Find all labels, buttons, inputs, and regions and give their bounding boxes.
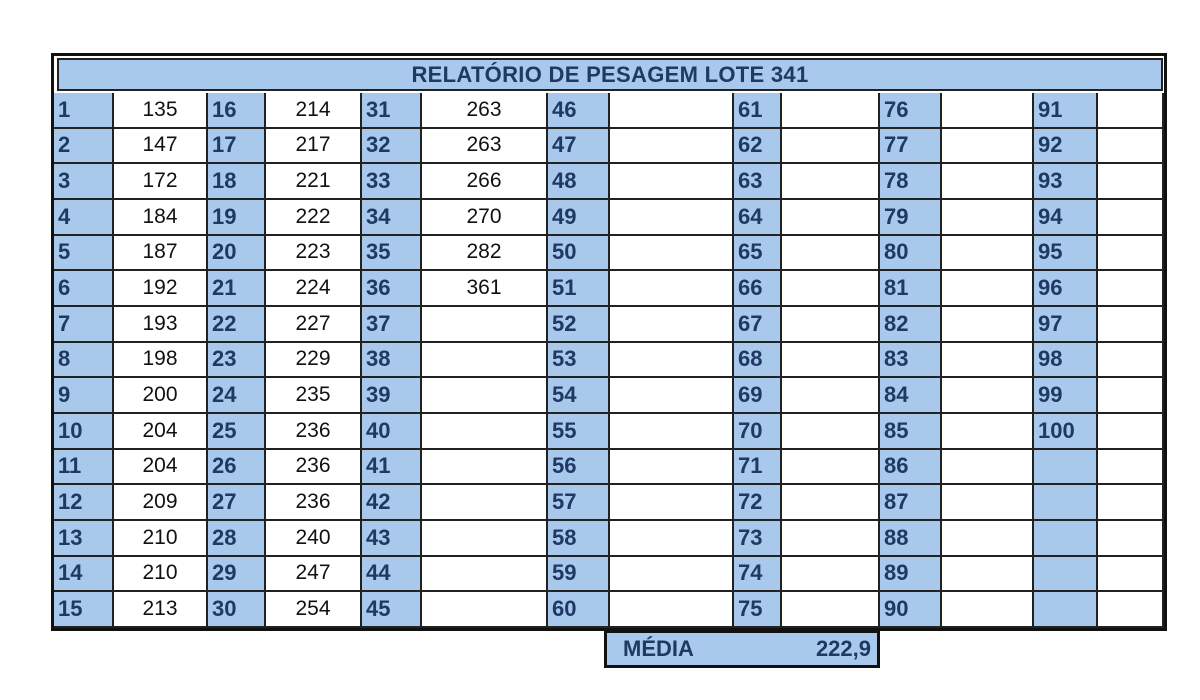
animal-number-cell: 5: [54, 236, 114, 272]
animal-number-cell: 37: [362, 307, 422, 343]
animal-number-cell: 7: [54, 307, 114, 343]
animal-number-cell: 48: [548, 164, 610, 200]
animal-number-cell: 68: [734, 343, 782, 379]
weight-value-cell: [610, 521, 734, 557]
weight-value-cell: [610, 93, 734, 129]
weighing-report-table: [51, 53, 1167, 631]
animal-number-cell: 71: [734, 450, 782, 486]
weight-value-cell: 361: [422, 271, 548, 307]
weight-value-cell: 266: [422, 164, 548, 200]
animal-number-cell: 78: [880, 164, 942, 200]
weight-value-cell: [782, 129, 880, 165]
weight-value-cell: [422, 450, 548, 486]
weight-value-cell: [1098, 271, 1164, 307]
animal-number-cell: 55: [548, 414, 610, 450]
number-column: [548, 93, 610, 628]
weight-value-cell: [782, 592, 880, 628]
animal-number-cell: 41: [362, 450, 422, 486]
average-value: 222,9: [815, 636, 871, 661]
weight-value-cell: 282: [422, 236, 548, 272]
animal-number-cell: 82: [880, 307, 942, 343]
animal-number-cell: 65: [734, 236, 782, 272]
animal-number-cell: 42: [362, 485, 422, 521]
weight-value-cell: 236: [266, 485, 362, 521]
weight-value-cell: 227: [266, 307, 362, 343]
animal-number-cell: 61: [734, 93, 782, 129]
weight-value-cell: [1098, 164, 1164, 200]
animal-number-cell: 79: [880, 200, 942, 236]
animal-number-cell: 15: [54, 592, 114, 628]
weight-value-cell: [422, 557, 548, 593]
weight-value-cell: [942, 236, 1034, 272]
weight-value-cell: [610, 450, 734, 486]
weight-value-cell: [610, 164, 734, 200]
weight-value-cell: [1098, 343, 1164, 379]
animal-number-cell: 70: [734, 414, 782, 450]
average-label: MÉDIA: [623, 636, 694, 661]
number-column: [362, 93, 422, 628]
weight-value-cell: [422, 307, 548, 343]
animal-number-cell: 44: [362, 557, 422, 593]
animal-number-cell: 53: [548, 343, 610, 379]
weight-value-cell: 204: [114, 450, 208, 486]
weight-value-cell: [782, 271, 880, 307]
animal-number-cell: 69: [734, 378, 782, 414]
animal-number-cell: 4: [54, 200, 114, 236]
weight-value-cell: 198: [114, 343, 208, 379]
animal-number-cell: 2: [54, 129, 114, 165]
animal-number-cell: [1034, 521, 1098, 557]
weight-value-cell: 213: [114, 592, 208, 628]
animal-number-cell: 36: [362, 271, 422, 307]
weight-value-cell: [782, 414, 880, 450]
weight-value-cell: [1098, 200, 1164, 236]
animal-number-cell: 35: [362, 236, 422, 272]
animal-number-cell: 77: [880, 129, 942, 165]
weight-value-cell: 210: [114, 557, 208, 593]
weight-value-cell: [942, 271, 1034, 307]
animal-number-cell: 50: [548, 236, 610, 272]
animal-number-cell: 87: [880, 485, 942, 521]
weight-value-cell: 187: [114, 236, 208, 272]
weight-value-cell: 263: [422, 129, 548, 165]
animal-number-cell: 90: [880, 592, 942, 628]
weight-value-cell: 192: [114, 271, 208, 307]
animal-number-cell: 10: [54, 414, 114, 450]
weight-value-cell: 229: [266, 343, 362, 379]
weight-value-cell: [1098, 307, 1164, 343]
number-column: [734, 93, 782, 628]
animal-number-cell: 72: [734, 485, 782, 521]
number-column: [54, 93, 114, 628]
weight-value-cell: [782, 200, 880, 236]
report-title: RELATÓRIO DE PESAGEM LOTE 341: [57, 58, 1163, 91]
animal-number-cell: 97: [1034, 307, 1098, 343]
weight-value-cell: [1098, 414, 1164, 450]
animal-number-cell: 96: [1034, 271, 1098, 307]
animal-number-cell: 86: [880, 450, 942, 486]
animal-number-cell: 6: [54, 271, 114, 307]
weight-value-cell: [610, 592, 734, 628]
weight-value-cell: [422, 378, 548, 414]
weight-value-cell: [782, 521, 880, 557]
animal-number-cell: 26: [208, 450, 266, 486]
weight-value-cell: 147: [114, 129, 208, 165]
animal-number-cell: 59: [548, 557, 610, 593]
number-column: [208, 93, 266, 628]
animal-number-cell: [1034, 557, 1098, 593]
animal-number-cell: 49: [548, 200, 610, 236]
weight-value-cell: [1098, 557, 1164, 593]
weight-value-cell: 172: [114, 164, 208, 200]
animal-number-cell: 58: [548, 521, 610, 557]
weight-value-cell: [1098, 592, 1164, 628]
animal-number-cell: 27: [208, 485, 266, 521]
weight-value-cell: [782, 236, 880, 272]
animal-number-cell: 57: [548, 485, 610, 521]
weight-value-cell: [782, 343, 880, 379]
animal-number-cell: 95: [1034, 236, 1098, 272]
animal-number-cell: 40: [362, 414, 422, 450]
weight-column: [1098, 93, 1164, 628]
animal-number-cell: 11: [54, 450, 114, 486]
weight-value-cell: [942, 93, 1034, 129]
animal-number-cell: 23: [208, 343, 266, 379]
animal-number-cell: 52: [548, 307, 610, 343]
weight-value-cell: 135: [114, 93, 208, 129]
animal-number-cell: 88: [880, 521, 942, 557]
animal-number-cell: 54: [548, 378, 610, 414]
weight-value-cell: 236: [266, 450, 362, 486]
animal-number-cell: 83: [880, 343, 942, 379]
animal-number-cell: 9: [54, 378, 114, 414]
weight-value-cell: [942, 378, 1034, 414]
animal-number-cell: 12: [54, 485, 114, 521]
weight-value-cell: [1098, 485, 1164, 521]
animal-number-cell: 51: [548, 271, 610, 307]
weight-value-cell: 184: [114, 200, 208, 236]
weight-value-cell: [610, 557, 734, 593]
animal-number-cell: 34: [362, 200, 422, 236]
weight-value-cell: 210: [114, 521, 208, 557]
animal-number-cell: 60: [548, 592, 610, 628]
animal-number-cell: 38: [362, 343, 422, 379]
animal-number-cell: 100: [1034, 414, 1098, 450]
animal-number-cell: 29: [208, 557, 266, 593]
weight-value-cell: [610, 271, 734, 307]
animal-number-cell: 98: [1034, 343, 1098, 379]
animal-number-cell: 76: [880, 93, 942, 129]
weight-value-cell: [942, 343, 1034, 379]
animal-number-cell: 81: [880, 271, 942, 307]
animal-number-cell: 28: [208, 521, 266, 557]
weight-value-cell: [1098, 236, 1164, 272]
number-column: [1034, 93, 1098, 628]
animal-number-cell: 56: [548, 450, 610, 486]
weight-value-cell: 193: [114, 307, 208, 343]
weight-column: [942, 93, 1034, 628]
animal-number-cell: [1034, 485, 1098, 521]
weight-value-cell: [610, 485, 734, 521]
animal-number-cell: 92: [1034, 129, 1098, 165]
animal-number-cell: 66: [734, 271, 782, 307]
weight-value-cell: [422, 414, 548, 450]
animal-number-cell: 43: [362, 521, 422, 557]
weight-value-cell: 235: [266, 378, 362, 414]
weight-value-cell: 254: [266, 592, 362, 628]
animal-number-cell: 16: [208, 93, 266, 129]
weight-value-cell: [782, 557, 880, 593]
weight-value-cell: [610, 236, 734, 272]
animal-number-cell: 91: [1034, 93, 1098, 129]
animal-number-cell: 32: [362, 129, 422, 165]
animal-number-cell: 99: [1034, 378, 1098, 414]
animal-number-cell: 93: [1034, 164, 1098, 200]
weight-value-cell: [782, 164, 880, 200]
weight-value-cell: [782, 485, 880, 521]
animal-number-cell: 14: [54, 557, 114, 593]
weight-column: [782, 93, 880, 628]
weight-value-cell: [422, 343, 548, 379]
animal-number-cell: 73: [734, 521, 782, 557]
weight-value-cell: [782, 378, 880, 414]
weight-value-cell: [782, 450, 880, 486]
weight-value-cell: 214: [266, 93, 362, 129]
weight-value-cell: [610, 200, 734, 236]
average-box: [604, 630, 880, 668]
animal-number-cell: 64: [734, 200, 782, 236]
weight-value-cell: [942, 521, 1034, 557]
animal-number-cell: 63: [734, 164, 782, 200]
weight-value-cell: [942, 164, 1034, 200]
weight-value-cell: 200: [114, 378, 208, 414]
animal-number-cell: 67: [734, 307, 782, 343]
animal-number-cell: 94: [1034, 200, 1098, 236]
animal-number-cell: 47: [548, 129, 610, 165]
animal-number-cell: 21: [208, 271, 266, 307]
animal-number-cell: 75: [734, 592, 782, 628]
weight-value-cell: 204: [114, 414, 208, 450]
weight-value-cell: [782, 93, 880, 129]
animal-number-cell: 1: [54, 93, 114, 129]
weight-value-cell: [942, 200, 1034, 236]
weight-value-cell: [610, 414, 734, 450]
animal-number-cell: 84: [880, 378, 942, 414]
weight-value-cell: [942, 414, 1034, 450]
weight-column: [422, 93, 548, 628]
weight-value-cell: [1098, 129, 1164, 165]
weight-value-cell: [942, 592, 1034, 628]
animal-number-cell: 17: [208, 129, 266, 165]
animal-number-cell: [1034, 450, 1098, 486]
weight-value-cell: 217: [266, 129, 362, 165]
weight-value-cell: [1098, 378, 1164, 414]
animal-number-cell: 20: [208, 236, 266, 272]
animal-number-cell: 80: [880, 236, 942, 272]
weight-value-cell: [942, 557, 1034, 593]
animal-number-cell: 31: [362, 93, 422, 129]
animal-number-cell: 89: [880, 557, 942, 593]
weight-value-cell: [942, 485, 1034, 521]
animal-number-cell: 46: [548, 93, 610, 129]
animal-number-cell: 45: [362, 592, 422, 628]
animal-number-cell: 24: [208, 378, 266, 414]
weight-value-cell: [942, 307, 1034, 343]
weight-value-cell: 209: [114, 485, 208, 521]
weight-value-cell: [1098, 450, 1164, 486]
weight-value-cell: [782, 307, 880, 343]
weight-value-cell: [422, 485, 548, 521]
weight-value-cell: 270: [422, 200, 548, 236]
animal-number-cell: 22: [208, 307, 266, 343]
weight-value-cell: [1098, 93, 1164, 129]
number-column: [880, 93, 942, 628]
weight-value-cell: 247: [266, 557, 362, 593]
weight-value-cell: [942, 129, 1034, 165]
weight-value-cell: [610, 307, 734, 343]
animal-number-cell: 3: [54, 164, 114, 200]
weight-value-cell: [422, 592, 548, 628]
animal-number-cell: 62: [734, 129, 782, 165]
weight-value-cell: [610, 378, 734, 414]
animal-number-cell: 85: [880, 414, 942, 450]
animal-number-cell: 30: [208, 592, 266, 628]
weight-value-cell: [610, 343, 734, 379]
animal-number-cell: 13: [54, 521, 114, 557]
weight-column: [610, 93, 734, 628]
weight-value-cell: [1098, 521, 1164, 557]
animal-number-cell: 18: [208, 164, 266, 200]
animal-number-cell: 74: [734, 557, 782, 593]
animal-number-cell: 33: [362, 164, 422, 200]
animal-number-cell: 19: [208, 200, 266, 236]
weight-column: [266, 93, 362, 628]
weight-value-cell: [942, 450, 1034, 486]
weight-column: [114, 93, 208, 628]
animal-number-cell: 39: [362, 378, 422, 414]
weight-value-cell: 240: [266, 521, 362, 557]
weight-value-cell: 224: [266, 271, 362, 307]
weight-value-cell: 222: [266, 200, 362, 236]
weight-value-cell: 263: [422, 93, 548, 129]
weight-value-cell: 223: [266, 236, 362, 272]
weight-value-cell: [610, 129, 734, 165]
weight-value-cell: 221: [266, 164, 362, 200]
animal-number-cell: [1034, 592, 1098, 628]
weight-value-cell: 236: [266, 414, 362, 450]
animal-number-cell: 8: [54, 343, 114, 379]
weights-grid: [54, 93, 1164, 628]
animal-number-cell: 25: [208, 414, 266, 450]
weight-value-cell: [422, 521, 548, 557]
